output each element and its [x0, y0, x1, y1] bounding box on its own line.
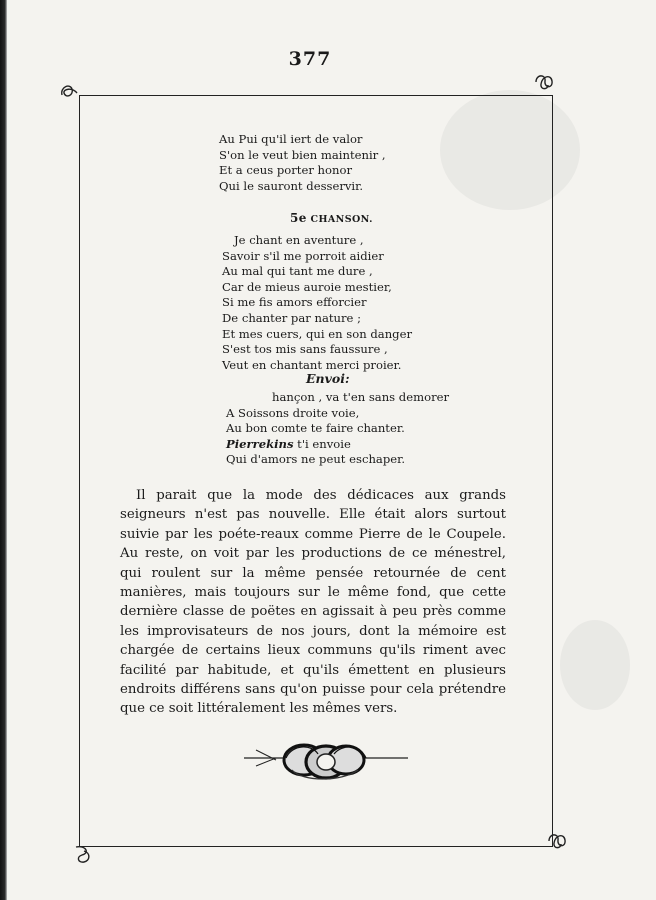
stanza-first: [219, 132, 386, 194]
envoi-heading: Envoi:: [306, 371, 350, 386]
verse-line: Au Pui qu'il iert de valor: [219, 132, 363, 146]
paper-stain: [560, 620, 630, 710]
verse-line: Si me fis amors efforcier: [222, 295, 367, 310]
book-spine-edge: [0, 0, 7, 900]
verse-line: Qui le sauront desservir.: [219, 178, 364, 193]
poet-name: Pierrekins: [226, 436, 294, 451]
verse-line: S'est tos mis sans faussure ,: [222, 342, 388, 357]
verse-line-dedication: [226, 437, 449, 453]
verse-line: Et mes cuers, qui en son danger: [222, 326, 412, 341]
verse-line: Et a ceus porter honor: [219, 163, 352, 178]
stanza-chanson: [222, 233, 412, 373]
verse-line: S'on le veut bien maintenir ,: [219, 147, 386, 162]
flourish-icon: [533, 71, 555, 93]
page-number: 377: [288, 48, 332, 70]
chanson-number: 5e: [290, 211, 307, 225]
verse-line: hançon , va t'en sans demorer: [272, 390, 450, 404]
verse-line: Veut en chantant merci proier.: [222, 357, 402, 372]
verse-line: Savoir s'il me porroit aidier: [222, 248, 384, 263]
verse-line: Au mal qui tant me dure ,: [222, 264, 373, 279]
verse-line: De chanter par nature ;: [222, 310, 361, 325]
flourish-icon: [72, 843, 94, 865]
verse-line: Qui d'amors ne peut eschaper.: [226, 452, 406, 467]
flourish-icon: [58, 81, 80, 103]
page-border-frame: [79, 95, 553, 847]
verse-line-rest: t'i envoie: [293, 436, 351, 451]
verse-line: Je chant en aventure ,: [234, 233, 364, 247]
interlaced-rings-ornament-icon: [242, 738, 410, 786]
verse-line: Au bon comte te faire chanter.: [226, 421, 405, 436]
chanson-heading: [290, 211, 373, 225]
commentary-text: Il parait que la mode des dédicaces aux grands seigneurs n'est pas nouvelle. Elle était alors surtout suivie par les poéte-reaux comme Pierre de le Coupele. Au reste, on voit par les productions de ce ménestrel, qui roulent sur la même pensée retournée de cent manières, mais toujours sur le même fond, que cette dernière classe de poëtes en agissait à peu près comme les improvisateurs de nos jours, dont la mémoire est chargée de certains lieux communs qu'ils riment avec facilité par habitude, et qu'ils émettent en plusieurs endroits différens sans qu'on puisse pour cela prétendre que ce soit littéralement les mêmes vers.: [120, 488, 506, 717]
commentary-paragraph: [120, 486, 506, 719]
stanza-envoi: [226, 390, 449, 468]
verse-line: A Soissons droite voie,: [226, 405, 360, 420]
chanson-label: CHANSON.: [310, 214, 373, 225]
flourish-icon: [546, 830, 568, 852]
verse-line: Car de mieus auroie mestier,: [222, 279, 392, 294]
